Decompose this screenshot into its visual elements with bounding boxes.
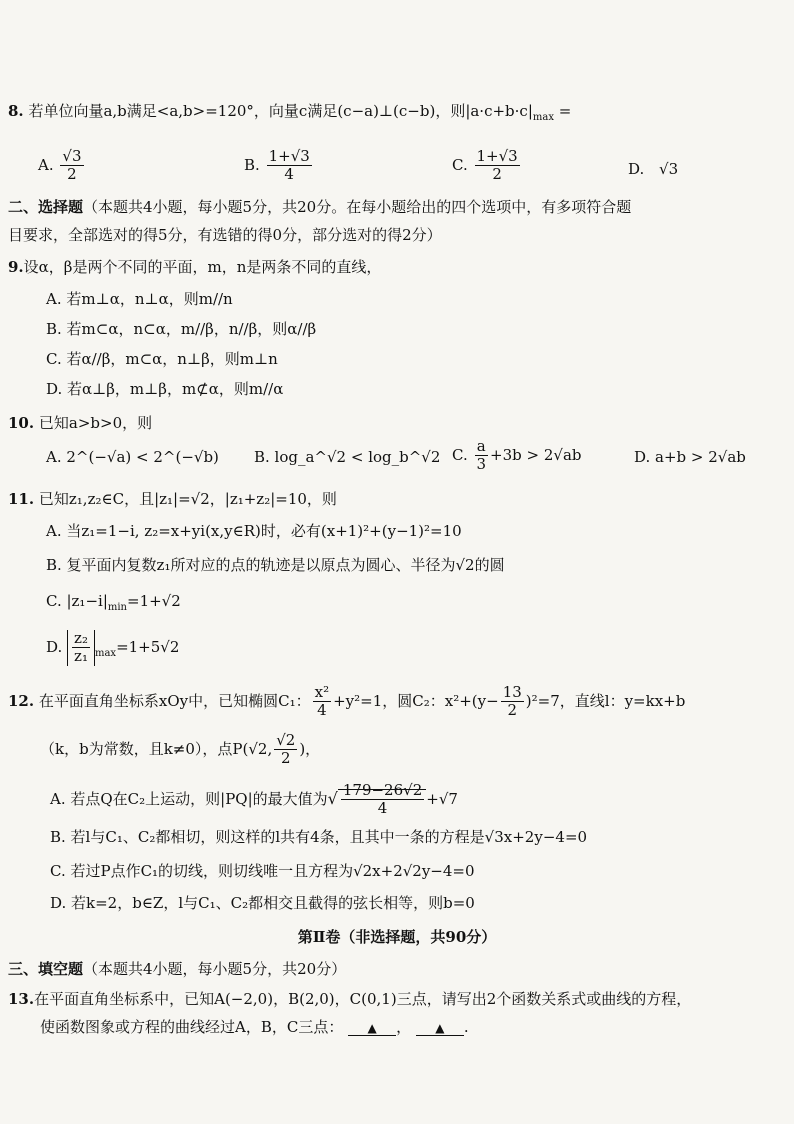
section2-header: [8, 196, 631, 217]
q12-stem-line2: [40, 732, 320, 768]
q10-text: 已知a>b>0，则: [38, 414, 153, 432]
q11-option-c-rest: =1+√2: [127, 592, 181, 610]
q8-option-c-label: C.: [452, 155, 468, 174]
q8-option-d-label: D.: [628, 160, 645, 178]
q11-option-c: [46, 592, 181, 613]
q12-option-a: [50, 782, 458, 818]
q8-option-c: [452, 148, 522, 184]
q13-sep: ，: [396, 1018, 412, 1036]
q10-option-c-label: C.: [452, 445, 468, 464]
q13-text1: 在平面直角坐标系中，已知A(−2,0)，B(2,0)，C(0,1)三点，请写出2个函数关系式或曲线的方程，: [34, 990, 692, 1008]
q10-number: 10.: [8, 414, 35, 432]
q10-option-c-frac: $\frac{a}{3}$: [476, 437, 487, 474]
section3-desc: （本题共4小题，每小题5分，共20分）: [83, 960, 347, 978]
q11-option-d-rest: =1+5√2: [116, 637, 180, 656]
q11-stem: [8, 488, 337, 509]
radical-icon: √: [327, 788, 338, 808]
q12-frac3: $\frac{√2}{2}$: [276, 731, 296, 768]
q11-option-c-sub: min: [107, 602, 127, 613]
q8-sub: max: [532, 112, 554, 123]
q8-option-b: [244, 148, 314, 184]
q12-stem-line1: [8, 684, 685, 720]
q9-text: 设α，β是两个不同的平面，m，n是两条不同的直线，: [23, 258, 382, 276]
q9-stem: [8, 256, 381, 277]
q8-option-a-label: A.: [38, 155, 54, 174]
q12-option-d: D. 若k=2，b∈Z，l与C₁、C₂都相交且截得的弦长相等，则b=0: [50, 894, 475, 912]
q8-end: =: [558, 102, 572, 120]
section3-header: [8, 958, 346, 979]
section2-desc1: （本题共4小题，每小题5分，共20分。在每小题给出的四个选项中，有多项符合题: [83, 198, 632, 216]
q13-line1: [8, 988, 691, 1009]
q10-stem: [8, 412, 152, 433]
q11-number: 11.: [8, 490, 35, 508]
q8-option-b-frac: $\frac{1+√3}{4}$: [268, 147, 310, 184]
section2-title: 二、选择题: [8, 198, 84, 216]
part2-title: 第Ⅱ卷（非选择题，共90分）: [297, 928, 497, 946]
q12-number: 12.: [8, 691, 35, 710]
q8-option-c-frac: $\frac{1+√3}{2}$: [476, 147, 518, 184]
q8-option-a-frac: $\frac{√3}{2}$: [62, 147, 82, 184]
q8-text: 若单位向量a,b满足<a,b>=120°，向量c满足(c−a)⊥(c−b)，则|a·c+b·c|: [28, 102, 533, 120]
q8-option-b-label: B.: [244, 155, 260, 174]
q10-option-c: [452, 438, 582, 474]
q12-frac1: $\frac{\text{x²}}{4}$: [314, 683, 330, 720]
q12-option-a-text: A. 若点Q在C₂上运动，则|PQ|的最大值为: [50, 789, 328, 808]
q10-option-c-rest: +3b > 2√ab: [490, 445, 582, 464]
q8-option-d: [628, 160, 678, 178]
q8-stem: [8, 100, 571, 123]
q11-option-d-label: D.: [46, 637, 63, 656]
q8-number: 8.: [8, 102, 24, 120]
q13-number: 13.: [8, 990, 35, 1008]
q12-stem-a: 在平面直角坐标系xOy中，已知椭圆C₁：: [38, 691, 311, 710]
answer-blank-2[interactable]: ▲: [416, 1021, 464, 1036]
q11-option-d-sub: max: [94, 647, 117, 659]
q12-option-c: C. 若过P点作C₁的切线，则切线唯一且方程为√2x+2√2y−4=0: [50, 862, 475, 880]
q12-option-b: B. 若l与C₁、C₂都相切，则这样的l共有4条，且其中一条的方程是√3x+2y−4=0: [50, 828, 588, 846]
q8-option-d-text: √3: [659, 160, 679, 178]
q13-end: .: [463, 1018, 469, 1036]
q11-text: 已知z₁,z₂∈C，且|z₁|=√2，|z₁+z₂|=10，则: [38, 490, 337, 508]
q12-stem-b: +y²=1，圆C₂：x²+(y−: [333, 691, 499, 710]
q10-option-b: B. log_a^√2 < log_b^√2: [254, 448, 441, 466]
q11-option-d: [46, 630, 179, 666]
q12-frac2: $\frac{13}{2}$: [502, 683, 522, 720]
section2-desc2: 目要求，全部选对的得5分，有选错的得0分，部分选对的得2分）: [8, 226, 442, 244]
answer-blank-1[interactable]: ▲: [348, 1021, 396, 1036]
q10-option-a: A. 2^(−√a) < 2^(−√b): [46, 448, 219, 466]
q12-line2-a: （k，b为常数，且k≠0），点P(√2,: [40, 739, 273, 758]
section3-title: 三、填空题: [8, 960, 84, 978]
q10-option-d: D. a+b > 2√ab: [634, 448, 746, 466]
q8-option-a: [38, 148, 86, 184]
q11-option-a: A. 当z₁=1−i, z₂=x+yi(x,y∈R)时，必有(x+1)²+(y−1)²=10: [46, 522, 462, 540]
q11-option-d-abs: $\frac{\text{z₂}}{\text{z₁}}$: [67, 630, 95, 666]
q9-number: 9.: [8, 258, 24, 276]
q9-option-b: B. 若m⊂α，n⊂α，m//β，n//β，则α//β: [46, 320, 317, 338]
q9-option-a: A. 若m⊥α，n⊥α，则m//n: [46, 290, 233, 308]
q12-option-a-frac: $\frac{179-26√2}{4}$: [342, 781, 423, 818]
q12-stem-c: )²=7，直线l：y=kx+b: [525, 691, 686, 710]
q9-option-c: C. 若α//β，m⊂α，n⊥β，则m⊥n: [46, 350, 278, 368]
q12-line2-b: )，: [299, 739, 321, 758]
q9-option-d: D. 若α⊥β，m⊥β，m⊄α，则m//α: [46, 380, 284, 398]
q11-option-b: B. 复平面内复数z₁所对应的点的轨迹是以原点为圆心、半径为√2的圆: [46, 556, 505, 574]
q13-line2: [40, 1016, 469, 1037]
q11-option-c-expr: C. |z₁−i|: [46, 592, 108, 610]
q13-text2: 使函数图象或方程的曲线经过A，B，C三点：: [40, 1018, 344, 1036]
q12-option-a-rest: +√7: [426, 789, 458, 808]
